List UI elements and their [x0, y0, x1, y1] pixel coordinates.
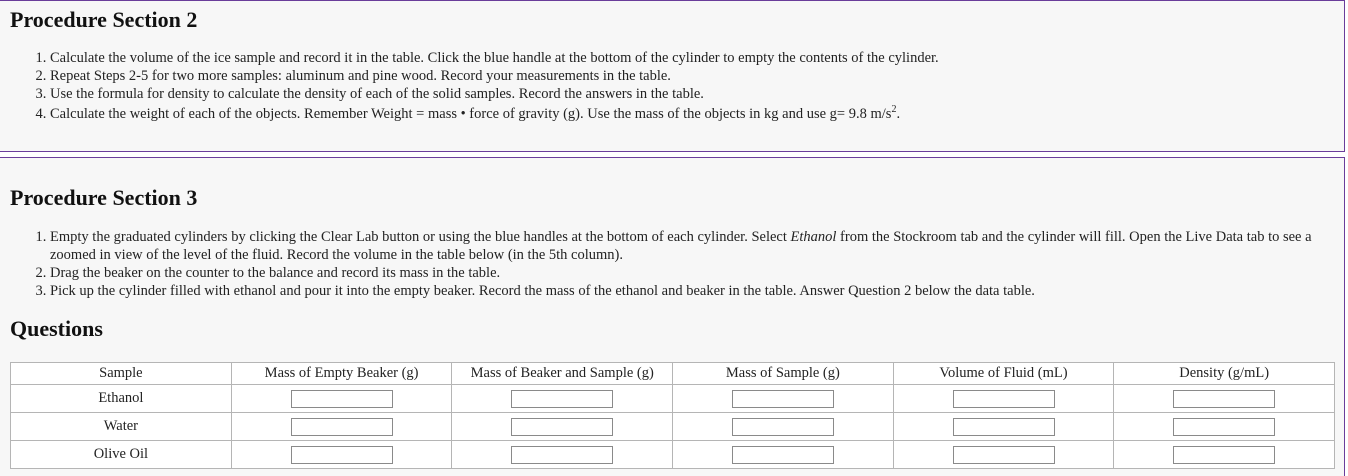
table-row — [11, 441, 1335, 469]
mass-empty-beaker-input[interactable] — [291, 390, 393, 408]
mass-beaker-sample-input[interactable] — [511, 446, 613, 464]
section-3-step: 2. Drag the beaker on the counter to the balance and record its mass in the table. — [50, 264, 1334, 282]
cell — [231, 441, 452, 469]
volume-fluid-input[interactable] — [953, 390, 1055, 408]
volume-fluid-input[interactable] — [953, 446, 1055, 464]
section-3-step — [50, 228, 1334, 264]
density-input[interactable] — [1173, 418, 1275, 436]
density-input[interactable] — [1173, 446, 1275, 464]
column-header: Sample — [11, 363, 232, 385]
section-3-title: Procedure Section 3 — [10, 185, 198, 210]
step-4-exponent: 2 — [891, 104, 897, 116]
column-header: Volume of Fluid (mL) — [893, 363, 1114, 385]
section-2-title: Procedure Section 2 — [10, 7, 198, 32]
sample-name: Ethanol — [11, 385, 232, 413]
cell — [452, 413, 673, 441]
section-3-step: 3. Pick up the cylinder filled with ethanol and pour it into the empty beaker. Record the mass of the ethanol and beaker in the table. Answer Question 2 below the data table. — [50, 282, 1334, 300]
mass-beaker-sample-input[interactable] — [511, 390, 613, 408]
cell — [673, 413, 894, 441]
section-2-step: 2. Repeat Steps 2-5 for two more samples: aluminum and pine wood. Record your measurements in the table. — [50, 67, 1334, 85]
section-3-steps — [32, 228, 1334, 300]
cell — [893, 413, 1114, 441]
cell — [673, 385, 894, 413]
volume-fluid-input[interactable] — [953, 418, 1055, 436]
sample-name: Olive Oil — [11, 441, 232, 469]
table-row — [11, 385, 1335, 413]
cell — [452, 385, 673, 413]
step-1-after: from the Stockroom tab and the cylinder will fill. Open the Live Data tab to see a zoomed in view of the level of the fluid. Record the volume in the table below (in the 5th column). — [50, 229, 1312, 263]
cell — [893, 385, 1114, 413]
table-row — [11, 413, 1335, 441]
cell — [452, 441, 673, 469]
column-header: Mass of Sample (g) — [673, 363, 894, 385]
cell — [1114, 385, 1335, 413]
sample-name: Water — [11, 413, 232, 441]
table-header-row — [11, 363, 1335, 385]
column-header: Mass of Empty Beaker (g) — [231, 363, 452, 385]
mass-sample-input[interactable] — [732, 446, 834, 464]
mass-sample-input[interactable] — [732, 390, 834, 408]
cell — [893, 441, 1114, 469]
column-header: Mass of Beaker and Sample (g) — [452, 363, 673, 385]
step-1-before: Empty the graduated cylinders by clicking the Clear Lab button or using the blue handles at the bottom of each cylinder. Select — [50, 229, 791, 245]
step-4-end: . — [896, 106, 901, 122]
section-2-steps — [32, 49, 1334, 123]
procedure-section-3-panel — [0, 157, 1345, 476]
cell — [673, 441, 894, 469]
cell — [231, 413, 452, 441]
questions-title: Questions — [10, 316, 103, 341]
data-table — [10, 362, 1335, 469]
density-input[interactable] — [1173, 390, 1275, 408]
procedure-section-2-panel — [0, 0, 1345, 152]
step-1-italic: Ethanol — [790, 229, 837, 245]
cell — [231, 385, 452, 413]
section-2-step: 1. Calculate the volume of the ice sample and record it in the table. Click the blue handle at the bottom of the cylinder to empty the contents of the cylinder. — [50, 49, 1334, 67]
mass-empty-beaker-input[interactable] — [291, 446, 393, 464]
cell — [1114, 413, 1335, 441]
cell — [1114, 441, 1335, 469]
mass-empty-beaker-input[interactable] — [291, 418, 393, 436]
section-2-step: 3. Use the formula for density to calculate the density of each of the solid samples. Record the answers in the table. — [50, 85, 1334, 103]
mass-beaker-sample-input[interactable] — [511, 418, 613, 436]
step-4-text: Calculate the weight of each of the objects. Remember Weight = mass • force of gravity (g). Use the mass of the objects in kg and use g= 9.8 m/s — [50, 106, 892, 122]
section-2-step — [50, 105, 1334, 123]
column-header: Density (g/mL) — [1114, 363, 1335, 385]
mass-sample-input[interactable] — [732, 418, 834, 436]
